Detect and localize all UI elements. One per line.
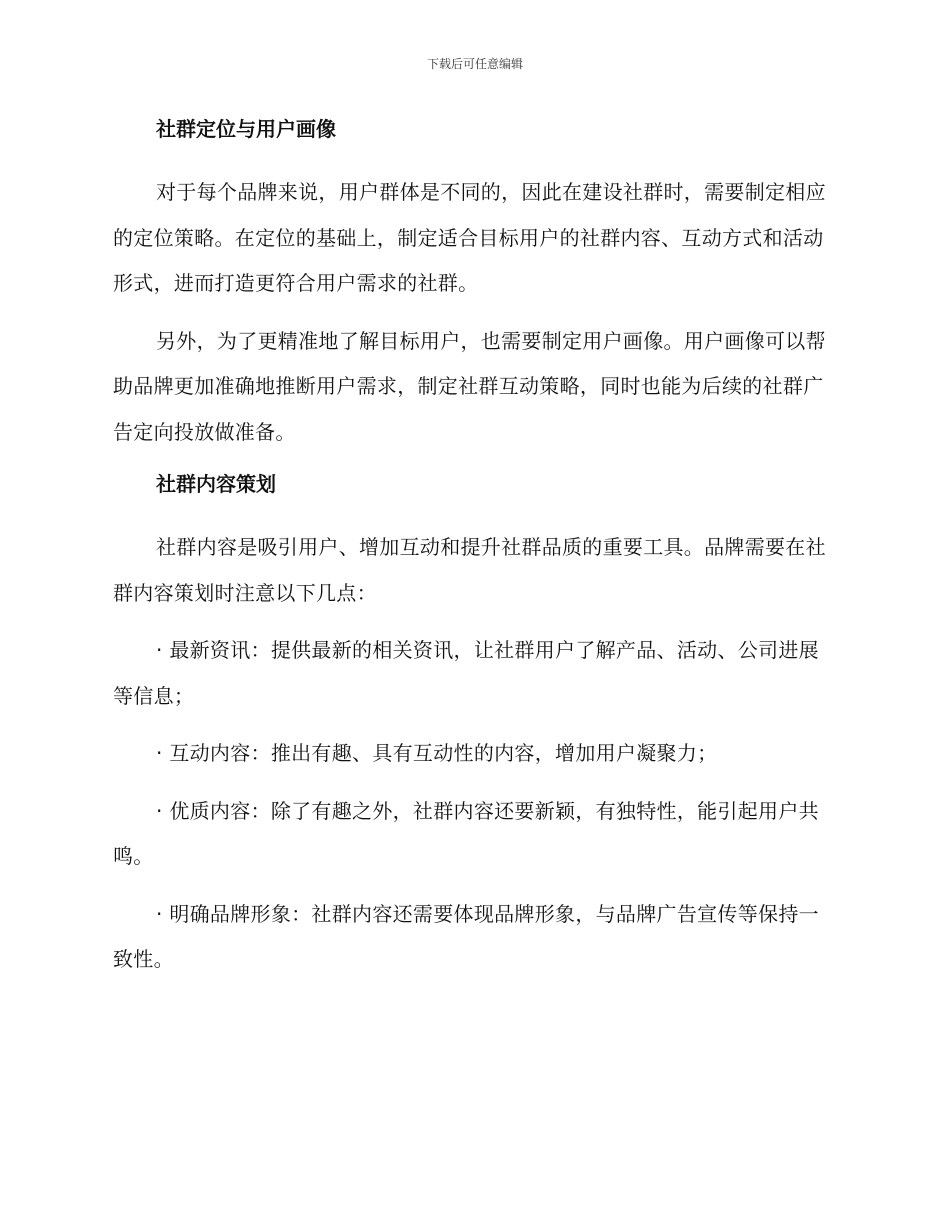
section-heading-positioning: 社群定位与用户画像 xyxy=(156,117,336,141)
header-note: 下载后可任意编辑 xyxy=(426,57,523,71)
paragraph-user-persona: 另外，为了更精准地了解目标用户，也需要制定用户画像。用户画像可以帮助品牌更加准确地推断用户需求，制定社群互动策略，同时也能为后续的社群广告定向投放做准备。 xyxy=(113,328,826,444)
document-body xyxy=(113,112,833,995)
list-item: · 最新资讯：提供最新的相关资讯，让社群用户了解产品、活动、公司进展等信息； xyxy=(113,638,819,708)
paragraph-content-intro: 社群内容是吸引用户、增加互动和提升社群品质的重要工具。品牌需要在社群内容策划时注意以下几点： xyxy=(113,535,826,605)
section-heading-content-planning: 社群内容策划 xyxy=(156,472,276,496)
list-item: · 互动内容：推出有趣、具有互动性的内容，增加用户凝聚力； xyxy=(156,741,718,765)
list-item: · 明确品牌形象：社群内容还需要体现品牌形象，与品牌广告宣传等保持一致性。 xyxy=(113,901,819,971)
paragraph-positioning: 对于每个品牌来说，用户群体是不同的，因此在建设社群时，需要制定相应的定位策略。在定位的基础上，制定适合目标用户的社群内容、互动方式和活动形式，进而打造更符合用户需求的社群。 xyxy=(113,180,826,295)
list-item: · 优质内容：除了有趣之外，社群内容还要新颖，有独特性，能引起用户共鸣。 xyxy=(113,798,819,868)
